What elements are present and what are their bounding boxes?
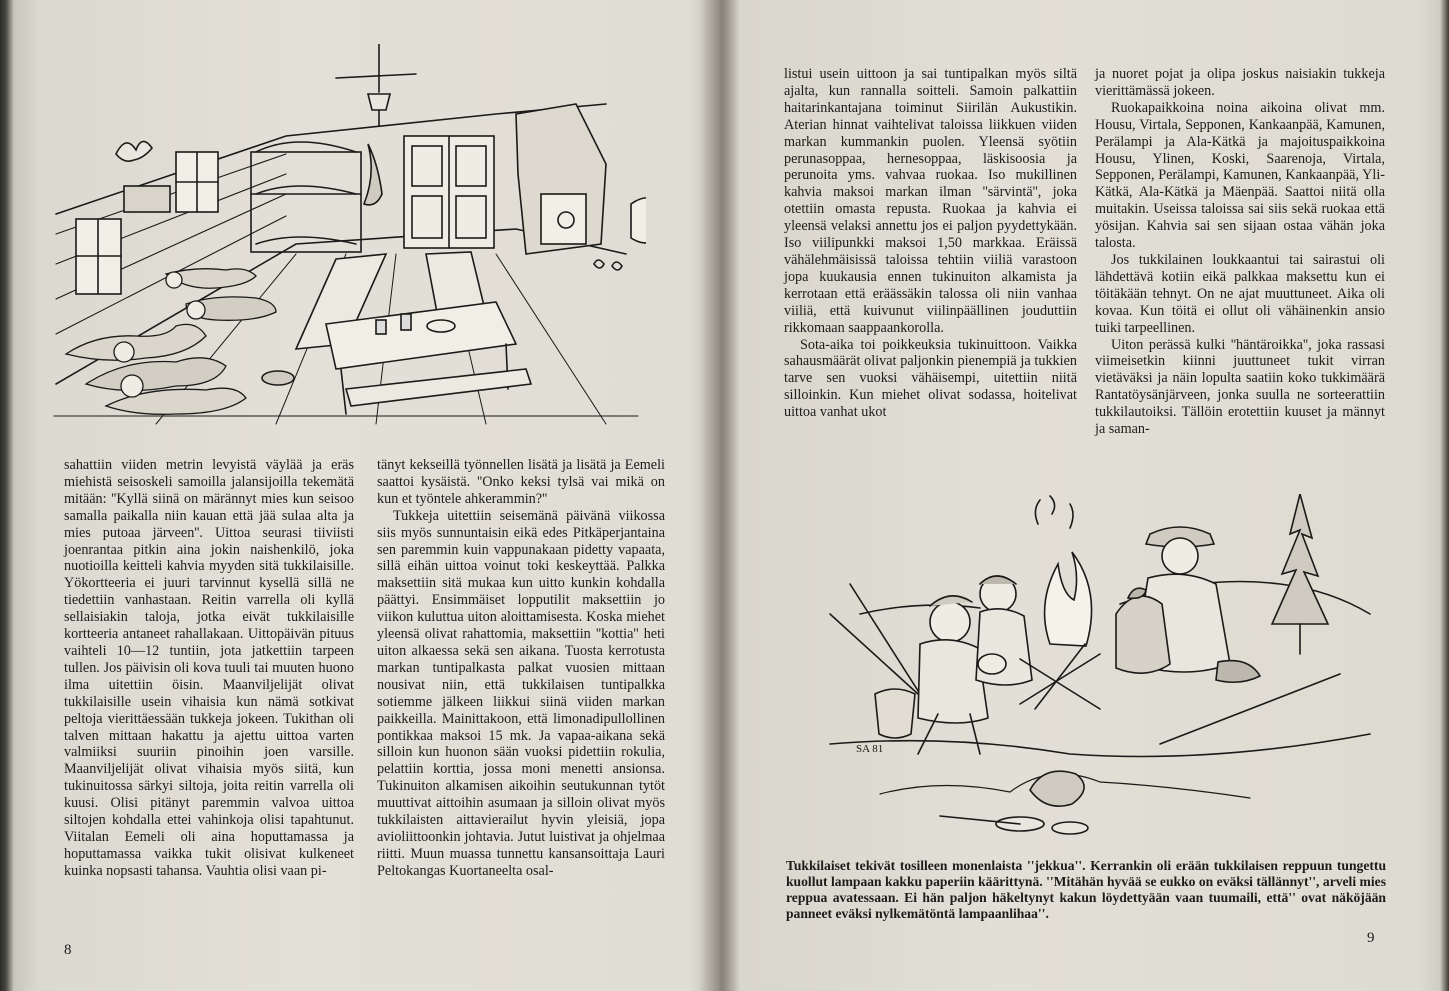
left-page-column-1	[64, 457, 354, 880]
paragraph: Jos tukkilainen loukkaantui tai sairastui oli lähdettävä kotiin eikä palkkaa maksettu kun ei töitäkään tehnyt. On ne ajat muuttuneet. Aika oli kovaa. Kun töitä ei ollut oli vähäinenkin ansio tuiki tarpeellinen.	[1095, 251, 1385, 336]
paragraph: Ruokapaikkoina noina aikoina olivat mm. Housu, Virtala, Sepponen, Kankaanpää, Kamunen, Perälampi ja Ala-Kätkä ja majoituspaikkoina Housu, Ylinen, Koski, Saarenoja, Virtala, Sepponen, Perälampi, Kamunen, Kankaanpää, Yli-Kätkä, Ala-Kätkä ja Mäenpää. Saattoi niitä olla muitakin. Useissa taloissa sai siis sekä ruokaa että yösijan. Kahvia sai sen sijaan ostaa vähän joka talosta.	[1095, 99, 1385, 252]
paragraph: Uiton perässä kulki ''häntäroikka'', joka rassasi viimeisetkin kiinni juuttuneet tukit virran vietäväksi ja näin lopulta saatiin koko tukkimäärä Rantatöysänjärveen, jonka suulla ne sorteerattiin tukkilautoiksi. Tällöin erotettiin kuuset ja männyt ja saman-	[1095, 336, 1385, 438]
caption-text: Tukkilaiset tekivät tosilleen monenlaista ''jekkua''. Kerrankin oli erään tukkilaisen reppuun tungettu kuollut lampaan kakku paperiin käärittynä. ''Mitähän hyvää se eukko on eväksi tällännyt'', arveli mies reppua avatessaan. Ei hän paljon häkeltynyt kakun löydettyään vaan tuumaili, että'' ovat näköjään panneet eväksi nylkemätöntä lampaanlihaa''.	[786, 858, 1386, 921]
paragraph: sahattiin viiden metrin levyistä väylää ja eräs miehistä seisoskeli samoilla jalansijoilla tekemätä mitään: ''Kyllä siinä on märännyt mies kun seisoo samalla paikalla niin kauan että jää sulaa alta ja mies putoaa järveen''. Uittoa seurasi tiiviisti joenrantaa pitkin aina jokin naishenkilö, joka nuotioilla keitteli kahvia myyden sitä tukkilaisille. Yökortteeria ei juuri tarvinnut kysellä sillä ne tiedettiin vanhastaan. Reitin varrella oli kyllä sellaisiakin taloja, jotka eivät tukkilaisille kortteeria antaneet rahallakaan. Uittopäivän pituus vaihteli 10—12 tuntiin, jota jatkettiin tarpeen tullen. Jos päivisin oli kova tuuli tai muuten huono ilma uitettiin öisin. Maanviljelijät olivat tukkilaisille usein vihaisia kun nämä sotkivat peltoja vierittäessään tukkeja jokeen. Tukithan oli talven mittaan hakattu ja ajettu uittoa varten valmiiksi suuriin pinoihin joen varsille. Maanviljelijät olivat vihaisia myös siitä, kun tukinuitossa särkyi siltoja, joita reitin varrella oli kuusi. Olisi pitänyt paremmin valvoa uittoa siltojen kohdalla ettei vahinkoja olisi tapahtunut. Viitalan Eemeli oli aina hoputtamassa ja hoputtamassa vaikka tukit olisivat kulkeneet kuinka nopsasti tahansa. Vauhtia olisi vaan pi-	[64, 457, 354, 879]
book-gutter	[700, 0, 740, 991]
page-number-right: 9	[1367, 930, 1375, 946]
paragraph: Tukkeja uitettiin seisemänä päivänä viikossa siis myös sunnuntaisin eikä edes Pitkäperjantaina sen paremmin kuin vappunakaan pidetty vapaata, sillä eihän uittoa voinut toki keskeyttää. Palkka maksettiin sitä mukaa kun uitto kunkin kohdalla päättyi. Ensimmäiset lopputilit maksettiin jo viikon kuluttua uiton aloittamisesta. Koska miehet yleensä olivat rahattomia, maksettiin ''kottia'' heti uiton alkaessa sekä sen aikana. Tuosta kerrotusta markan tuntipalkasta palkat vuosien mittaan nousivat niin, että tukkilaisen tuntipalkka sotiemme jälkeen liikkui siinä viiden markan paikkeilla. Mainittakoon, että limonadipullollinen pontikkaa maksoi 15 mk. Ja vapaa-aikana sekä silloin kun huonon sään vuoksi pidettiin rokulia, pelattiin korttia, jossa moni menetti ansionsa. Tukinuiton alkamisen aikoihin seutukunnan tytöt muuttivat aittoihin asumaan ja silloin olivat myös tukkilaisten aittavierailut hyvin yleisiä, jopa avioliittoonkin johtavia. Jutut luistivat ja ohjelmaa riitti. Muun muassa tunnettu kansansoittaja Lauri Peltokangas Kuortaneelta osal-	[377, 507, 665, 879]
illustration-caption	[786, 858, 1386, 922]
bunkhouse-illustration	[46, 44, 646, 434]
paragraph: Sota-aika toi poikkeuksia tukinuittoon. Vaikka sahausmäärät olivat paljonkin pienempiä ja tukkien tarve sen vuoksi vähäisempi, uitettiin niitä silloinkin. Kun miehet olivat sodassa, hoitelivat uittoa vanhat ukot	[784, 336, 1077, 421]
paragraph: listui usein uittoon ja sai tuntipalkan myös siltä ajalta, kun rannalla soitteli. Samoin palkattiin haitarinkantajana toiminut Siirilän Aukustikin. Aterian hinnat vaihtelivat taloissa liikkuen viiden markan kummankin puolen. Yleensä syötiin perunasoppaa, hernesoppaa, läskisoosia ja perunoita yms. vahvaa ruokaa. Iso mukillinen kahvia maksoi markan ilman ''särvintä'', joka otettiin omasta repusta. Ruokaa ja kahvia ei yleensä velaksi annettu jos ei paljon pyydettykään. Iso viilipunkki maksoi 1,50 markkaa. Eräissä vähälehmäisissä taloissa tehtiin viiliä varastoon jopa kuukausia ennen tukinuiton alkamista ja kerrotaan että eräässäkin talossa oli niin vanhaa viiliä, että kuivunut viilinpäällinen jouduttiin rikkomaan saappaankorolla.	[784, 66, 1077, 336]
right-page-column-2	[1095, 66, 1385, 438]
paragraph: tänyt kekseillä työnnellen lisätä ja lisätä ja Eemeli saattoi kysäistä. ''Onko keksi tylsä vai mikä on kun et työntele ahkerammin?''	[377, 457, 665, 507]
left-page-column-2	[377, 457, 665, 880]
page-number-left: 8	[64, 942, 72, 958]
illustration-signature: SA 81	[856, 743, 884, 755]
campfire-illustration	[820, 494, 1380, 844]
right-page-column-1	[784, 66, 1077, 421]
paragraph: ja nuoret pojat ja olipa joskus naisiakin tukkeja vierittämässä jokeen.	[1095, 66, 1385, 99]
